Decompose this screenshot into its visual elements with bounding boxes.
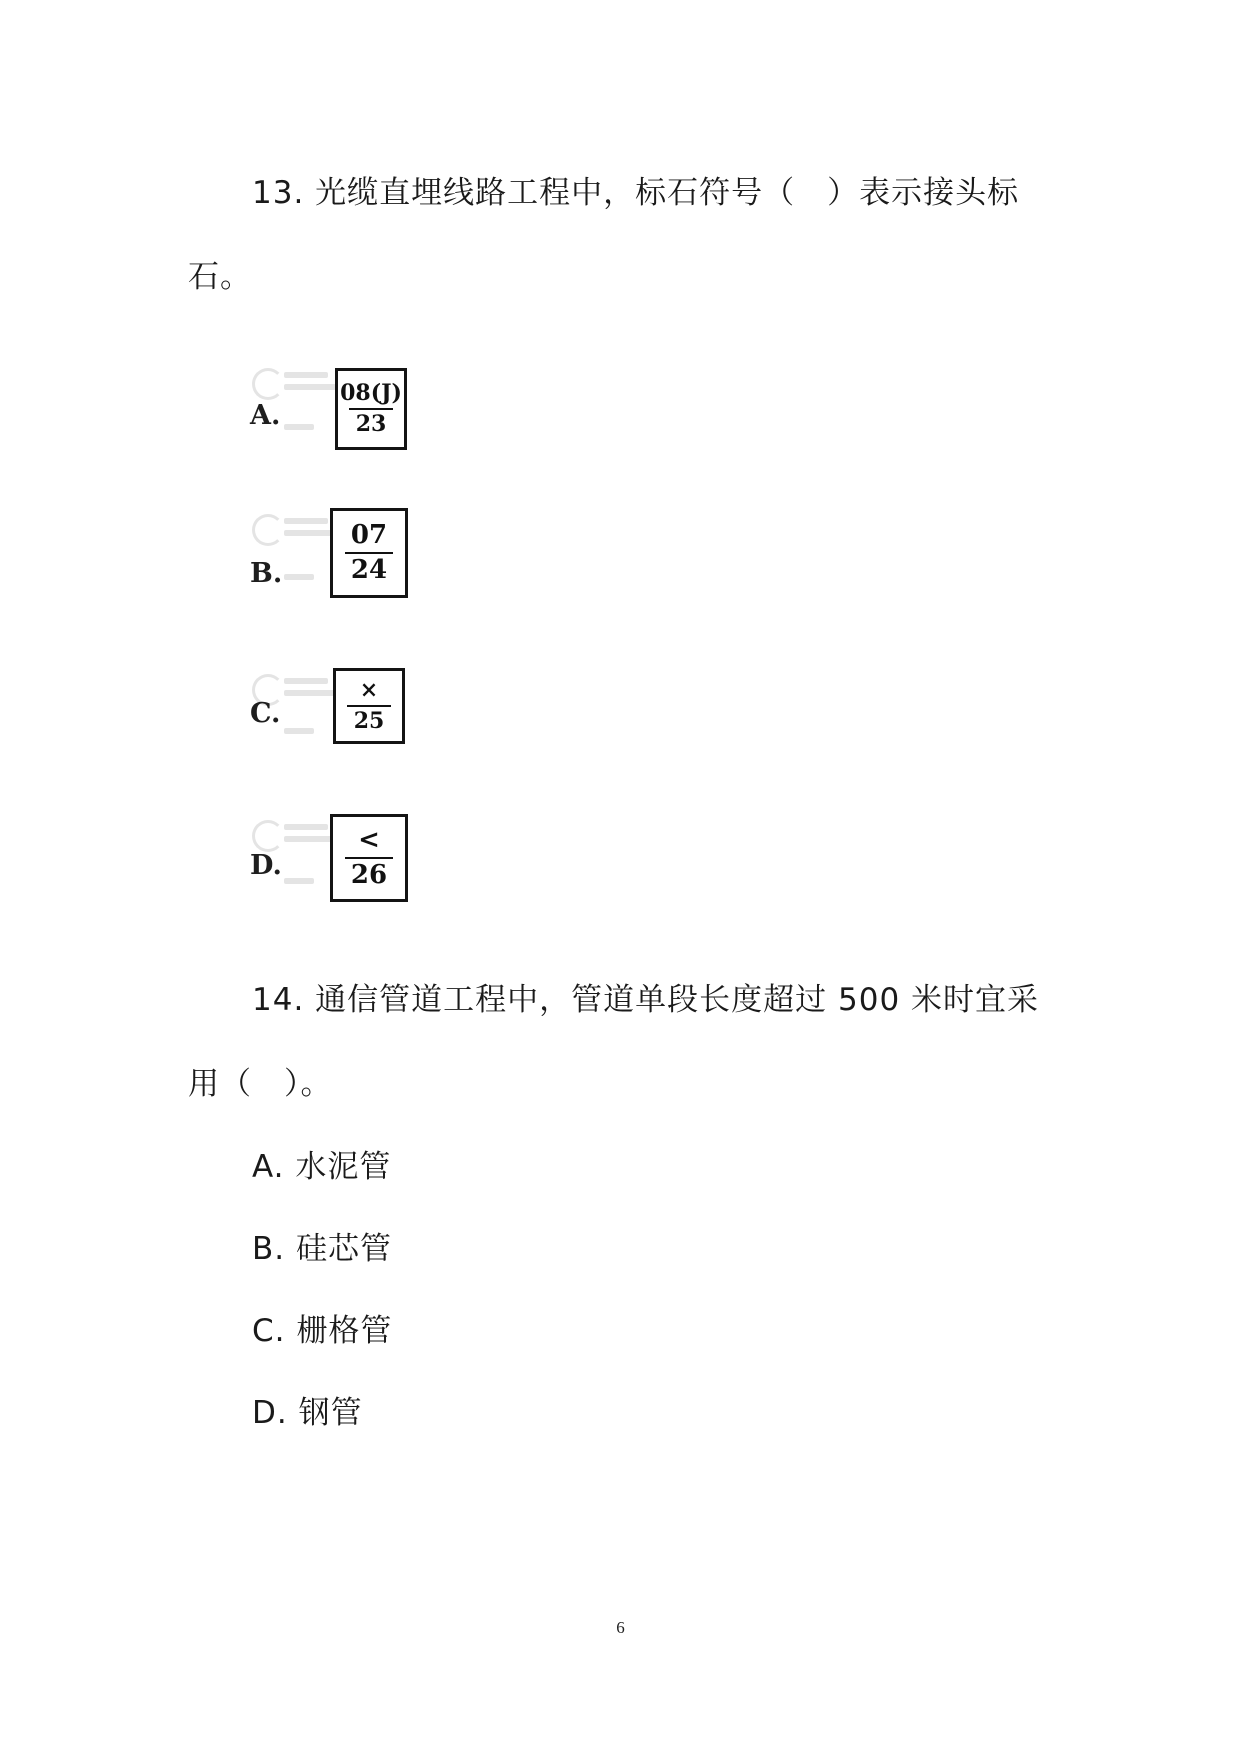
fraction-bar <box>349 408 393 410</box>
fraction-bar <box>347 705 391 707</box>
stone-bottom-number: 26 <box>350 860 388 890</box>
stone-top-label: × <box>359 676 379 703</box>
page-number: 6 <box>616 1618 625 1637</box>
stone-top-label: 08(J) <box>340 379 402 406</box>
marker-stone-symbol <box>333 668 405 744</box>
stone-bottom-number: 25 <box>353 708 385 734</box>
option-letter: A. <box>250 400 281 431</box>
q14-option-c: C. 栅格管 <box>252 1313 393 1349</box>
fraction-bar <box>345 857 393 859</box>
q13-option-d <box>250 814 430 914</box>
marker-stone-symbol <box>335 368 407 450</box>
stone-bottom-number: 24 <box>350 555 388 585</box>
question-14-text: 14. 通信管道工程中，管道单段长度超过 500 米时宜采用（ ）。 <box>188 982 1040 1102</box>
q14-option-b: B. 硅芯管 <box>252 1231 392 1267</box>
fraction-bar <box>345 552 393 554</box>
option-letter: B. <box>250 558 283 589</box>
stone-top-label: < <box>358 824 380 855</box>
q13-option-c <box>250 668 430 768</box>
q14-option-a: A. 水泥管 <box>252 1149 392 1185</box>
q14-option-d: D. 钢管 <box>252 1395 363 1431</box>
question-13-text: 13. 光缆直埋线路工程中，标石符号（ ）表示接头标石。 <box>188 175 1020 295</box>
option-letter: C. <box>250 698 281 729</box>
q13-option-b <box>250 508 430 608</box>
marker-stone-symbol <box>330 508 408 598</box>
stone-bottom-number: 23 <box>355 411 387 437</box>
option-letter: D. <box>250 850 282 881</box>
stone-top-label: 07 <box>350 519 388 550</box>
marker-stone-symbol <box>330 814 408 902</box>
q13-option-a <box>250 362 430 462</box>
